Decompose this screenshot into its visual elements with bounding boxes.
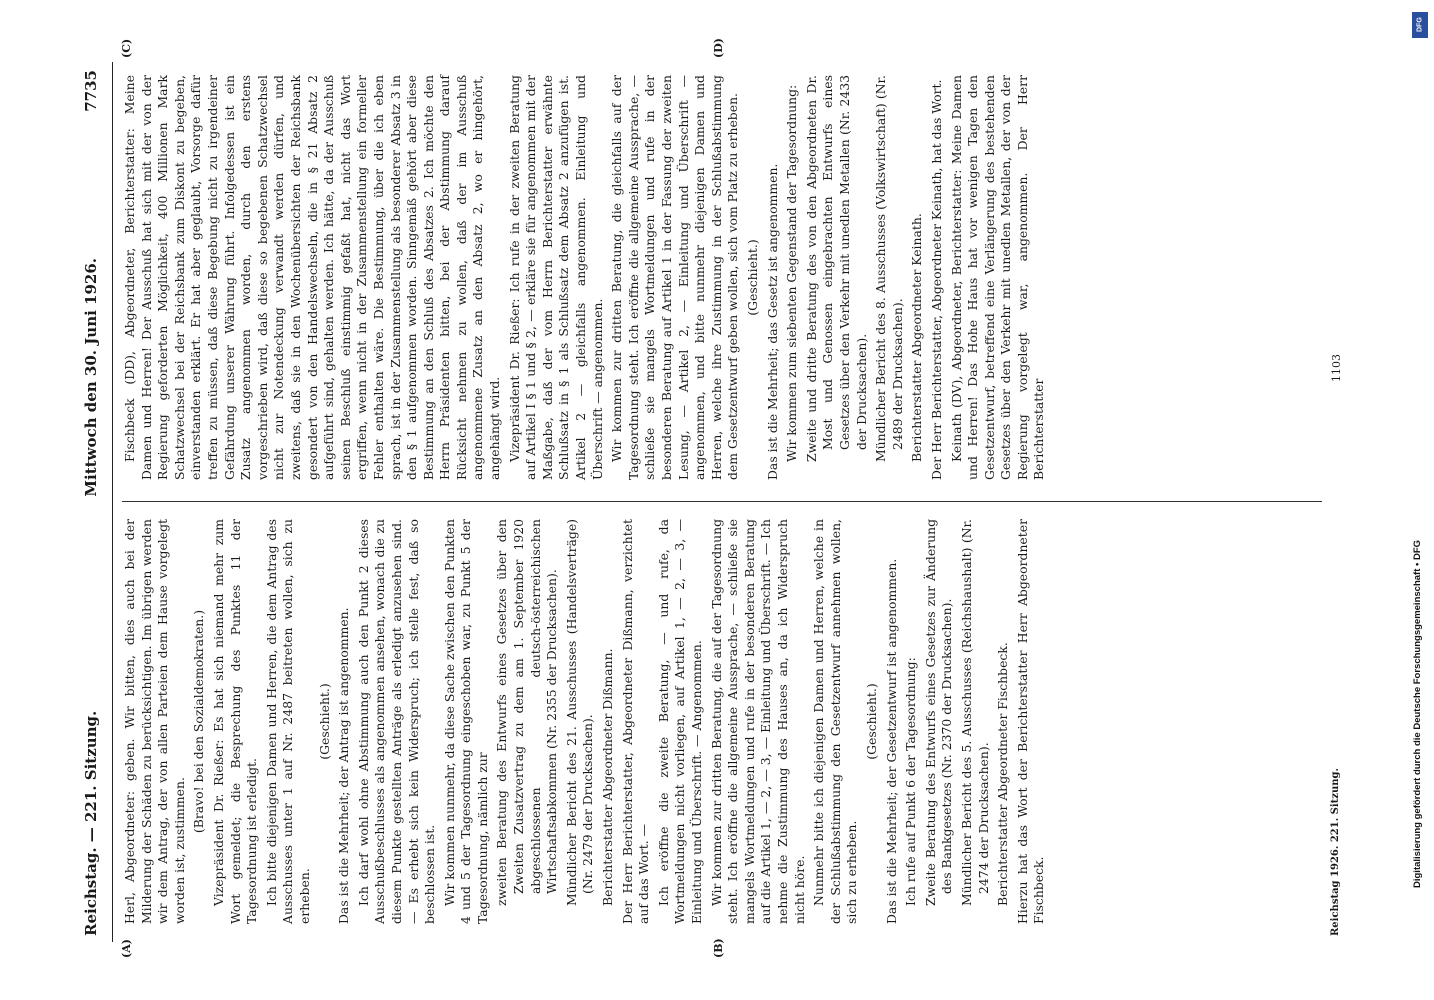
paragraph: (Bravo! bei den Sozialdemokraten.) (191, 609, 207, 834)
paragraph: Ich rufe auf Punkt 6 der Tagesordnung: (903, 657, 919, 906)
page-number: 7735 (82, 70, 100, 112)
margin-mark-b: (B) (712, 938, 725, 958)
paragraph: Mündlicher Bericht des 5. Ausschusses (Reichshaushalt) (Nr. 2474 der Drucksachen). (958, 519, 991, 906)
digitization-note: Digitalisierung gefördert durch die Deutsche Forschungsgemeinschaft • DFG (1412, 539, 1423, 888)
paragraph: Hierzu hat das Wort der Berichterstatter Herr Abgeordneter Fischbeck. (1014, 519, 1047, 924)
paragraph: Nunmehr bitte ich diejenigen Damen und Herren, welche in der Schlußabstimmung den Gesetzentwurf annehmen wollen, sich zu erheben. (811, 519, 860, 924)
paragraph: Berichterstatter Abgeordneter Keinath. (909, 213, 925, 462)
paragraph: Berichterstatter Abgeordneter Dißmann. (600, 648, 616, 906)
paragraph: Das ist die Mehrheit; das Gesetz ist angenommen. (764, 163, 780, 480)
paragraph: Wir kommen nunmehr, da diese Sache zwischen den Punkten 4 und 5 der Tagesordnung eingeschoben war, zu Punkt 5 der Tagesordnung, nämlich zur (441, 519, 490, 924)
paragraph: Mündlicher Bericht des 8. Ausschusses (Volkswirtschaft) (Nr. 2489 der Drucksachen). (873, 75, 905, 462)
paragraph: Ich darf wohl ohne Abstimmung auch den Punkt 2 dieses Ausschußbeschlusses als angenommen ansehen, wonach die zu diesem Punkte gestellten Anträge als erledigt anzusehen sind. — Es erhebt sich kein Widerspruch; ich stelle fest, daß so beschlossen ist. (355, 519, 438, 924)
paragraph: Fischbeck (DD), Abgeordneter, Berichterstatter: Meine Damen und Herren! Der Ausschuß hat sich mit der von der Regierung geforderten Möglichkeit, 400 Millionen Mark Schatzwechsel bei der Reichsbank zum Diskont zu begeben, einverstanden erklärt. Er hat aber geglaubt, Vorsorge dafür treffen zu müssen, daß diese Begebung nicht zu irgendeiner Gefährdung unserer Währung führt. Infolgedessen ist ein Zusatz angenommen worden, durch den erstens vorgeschrieben wird, daß diese so begebenen Schatzwechsel nicht zur Notendeckung verwandt werden dürfen, und zweitens, daß sie in den Wochenübersichten der Reichsbank gesondert von den Handelswechseln, die in § 21 Absatz 2 aufgeführt sind, gehalten werden. Ich hätte, da der Ausschuß seinen Beschluß einstimmig gefaßt hat, nicht das Wort ergriffen, wenn nicht in der Zusammenstellung ein formeller Fehler enthalten wäre. Die Bestimmung, über die ich eben sprach, ist in der Zusammenstellung als besonderer Absatz 3 in den § 1 aufgenommen worden. Sinngemäß gehört aber diese Bestimmung an den Schluß des Absatzes 2. Ich möchte den Herrn Präsidenten bitten, bei der Abstimmung darauf Rücksicht nehmen zu wollen, daß der im Ausschuß angenommene Zusatz an den Absatz 2, wo er hingehört, angehängt wird. (122, 75, 503, 480)
digitization-strip (1410, 8, 1432, 888)
paragraph: Herl, Abgeordneter: geben. Wir bitten, dies auch bei der Milderung der Schäden zu berücksichtigen. Im übrigen werden wir dem Antrag, der von allen Parteien dem Hause vorgelegt worden ist, zustimmen. (122, 519, 187, 924)
margin-mark-c: (C) (120, 38, 133, 58)
paragraph: Berichterstatter Abgeordneter Fischbeck. (995, 642, 1011, 906)
paragraph: (Geschieht.) (744, 239, 760, 316)
paragraph: Der Herr Berichterstatter, Abgeordneter Dißmann, verzichtet auf das Wort. — (619, 519, 652, 924)
paragraph: Zweite und dritte Beratung des von den Abgeordneten Dr. Most und Genossen eingebrachten Entwurfs eines Gesetzes über den Verkehr mit unedlen Metallen (Nr. 2433 der Drucksachen). (803, 75, 869, 462)
margin-mark-a: (A) (120, 939, 133, 958)
paragraph: (Geschieht.) (316, 683, 332, 760)
paragraph: Mündlicher Bericht des 21. Ausschusses (Handelsverträge) (Nr. 2479 der Drucksachen). (563, 519, 596, 906)
paragraph: Ich eröffne die zweite Beratung, — und rufe, da Wortmeldungen nicht vorliegen, auf Artikel 1, — 2, — 3, — Einleitung und Überschrift. — Angenommen. (655, 519, 704, 924)
column-rule (122, 501, 1322, 502)
paragraph: Keinath (DV), Abgeordneter, Berichterstatter: Meine Damen und Herren! Das Hohe Haus hat vor wenigen Tagen den Gesetzentwurf, betreffend eine Verlängerung des bestehenden Gesetzes über den Verkehr mit unedlen Metallen, der von der Regierung vorgelegt war, angenommen. Der Herr Berichterstatter (948, 75, 1047, 480)
left-column (122, 519, 1051, 924)
sheet-number: 1103 (1330, 354, 1343, 382)
paragraph: Das ist die Mehrheit; der Antrag ist angenommen. (336, 607, 352, 924)
running-head-left: Reichstag. — 221. Sitzung. (82, 710, 100, 936)
dfg-logo: DFG (1412, 12, 1428, 38)
scanned-page (72, 38, 1372, 958)
paragraph: Vizepräsident Dr. Rießer: Es hat sich niemand mehr zum Wort gemeldet; die Besprechung des Punktes 11 der Tagesordnung ist erledigt. (210, 519, 260, 924)
running-head-date: Mittwoch den 30. Juni 1926. (82, 257, 100, 497)
paragraph: Vizepräsident Dr. Rießer: Ich rufe in der zweiten Beratung auf Artikel I § 1 und § 2, — erkläre sie für angenommen mit der Maßgabe, daß der vom Herrn Berichterstatter erwähnte Schlußsatz in § 1 als Schlußsatz dem Absatz 2 anzufügen ist. Artikel 2 — gleichfalls angenommen. Einleitung und Überschrift — angenommen. (506, 75, 605, 480)
paragraph: Wir kommen zum siebenten Gegenstand der Tagesordnung: (784, 84, 800, 462)
running-head-right (82, 70, 100, 497)
right-column (122, 75, 1051, 480)
footer-left: Reichstag 1926. 221. Sitzung. (1330, 768, 1341, 936)
paragraph: Wir kommen zur dritten Beratung, die auf der Tagesordnung steht. Ich eröffne die allgemeine Aussprache, — schließe sie mangels Wortmeldungen und rufe in der besonderen Beratung auf die Artikel 1, — 2, — 3, — Einleitung und Überschrift. — Ich nehme die Zustimmung des Hauses an, da ich Widerspruch nicht höre. (708, 519, 807, 924)
paragraph: Das ist die Mehrheit; der Gesetzentwurf ist angenommen. (883, 558, 899, 924)
paragraph: Ich bitte diejenigen Damen und Herren, die dem Antrag des Ausschusses unter 1 auf Nr. 2487 beitreten wollen, sich zu erheben. (263, 519, 312, 924)
paragraph: Der Herr Berichterstatter, Abgeordneter Keinath, hat das Wort. (928, 79, 944, 480)
paragraph: Wir kommen zur dritten Beratung, die gleichfalls auf der Tagesordnung steht. Ich eröffne die allgemeine Aussprache, — schließe sie mangels Wortmeldungen und rufe in der besonderen Beratung auf Artikel 1 in der Fassung der zweiten Lesung, — Artikel 2, — Einleitung und Überschrift — angenommen, und bitte nunmehr diejenigen Damen und Herren, welche ihre Zustimmung in der Schlußabstimmung dem Gesetzentwurf geben wollen, sich vom Platz zu erheben. (609, 75, 741, 480)
paragraph: (Geschieht.) (863, 683, 879, 760)
running-head (72, 62, 113, 942)
margin-mark-d: (D) (712, 38, 725, 58)
paragraph: Zweite Beratung des Entwurfs eines Gesetzes zur Änderung des Bankgesetzes (Nr. 2370 der Drucksachen). (922, 519, 955, 906)
paragraph: zweiten Beratung des Entwurfs eines Gesetzes über den Zweiten Zusatzvertrag zu dem am 1. September 1920 abgeschlossenen deutsch-österreichischen Wirtschaftsabkommen (Nr. 2355 der Drucksachen). (494, 519, 560, 906)
